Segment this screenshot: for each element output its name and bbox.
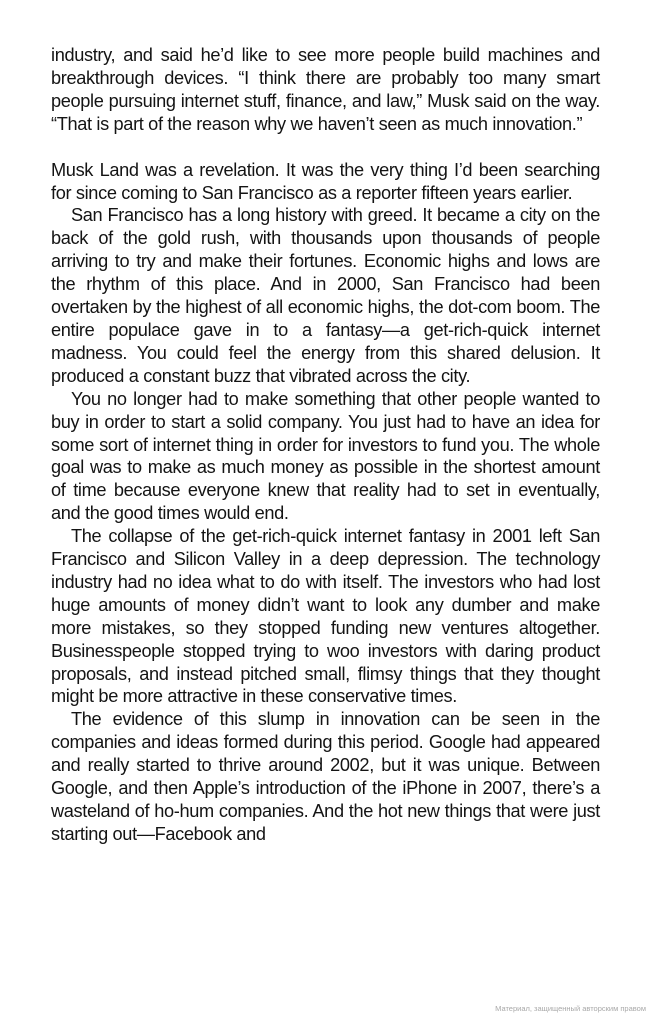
paragraph-san-francisco-greed: San Francisco has a long history with greed. It became a city on the back of the gold rush, with thousands upon thousands of people arriving to try and make their fortunes. Economic highs and lows are the rhythm of this place. And in 2000, San Francisco had been overtaken by the highest of all economic highs, the dot-com boom. The entire populace gave in to a fantasy—a get-rich-quick internet madness. You could feel the energy from this shared delusion. It produced a constant buzz that vibrated across the city. — [51, 205, 600, 386]
paragraph-musk-quote: industry, and said he’d like to see more people build machines and breakthrough devices. “I think there are probably too many smart people pursuing internet stuff, finance, and law,” Musk said on the way. “That is part of the reason why we haven’t seen as much innovation.” — [51, 45, 600, 134]
paragraph-innovation-slump: The evidence of this slump in innovation can be seen in the companies and ideas formed during this period. Google had appeared and really started to thrive around 2002, but it was unique. Between Google, and then Apple’s introduction of the iPhone in 2007, there’s a wasteland of ho-hum companies. And the hot new things that were just starting out—Facebook and — [51, 709, 600, 844]
paragraph-musk-land: Musk Land was a revelation. It was the very thing I’d been searching for since coming to San Francisco as a reporter fifteen years earlier. — [51, 159, 600, 203]
page-body — [51, 44, 600, 846]
paragraph-internet-ideas: You no longer had to make something that other people wanted to buy in order to start a solid company. You just had to have an idea for some sort of internet thing in order for investors to fund you. The whole goal was to make as much money as possible in the shortest amount of time because everyone knew that reality had to set in eventually, and the good times would end. — [51, 388, 600, 524]
copyright-watermark: Материал, защищенный авторским правом — [495, 1004, 646, 1013]
paragraph-dotcom-collapse: The collapse of the get-rich-quick internet fantasy in 2001 left San Francisco and Silicon Valley in a deep depression. The technology industry had no idea what to do with itself. The investors who had lost huge amounts of money didn’t want to look any dumber and make more mistakes, so they stopped funding new ventures altogether. Businesspeople stopped trying to woo investors with daring product proposals, and instead pitched small, flimsy things that they thought might be more attractive in these conservative times. — [51, 526, 600, 707]
